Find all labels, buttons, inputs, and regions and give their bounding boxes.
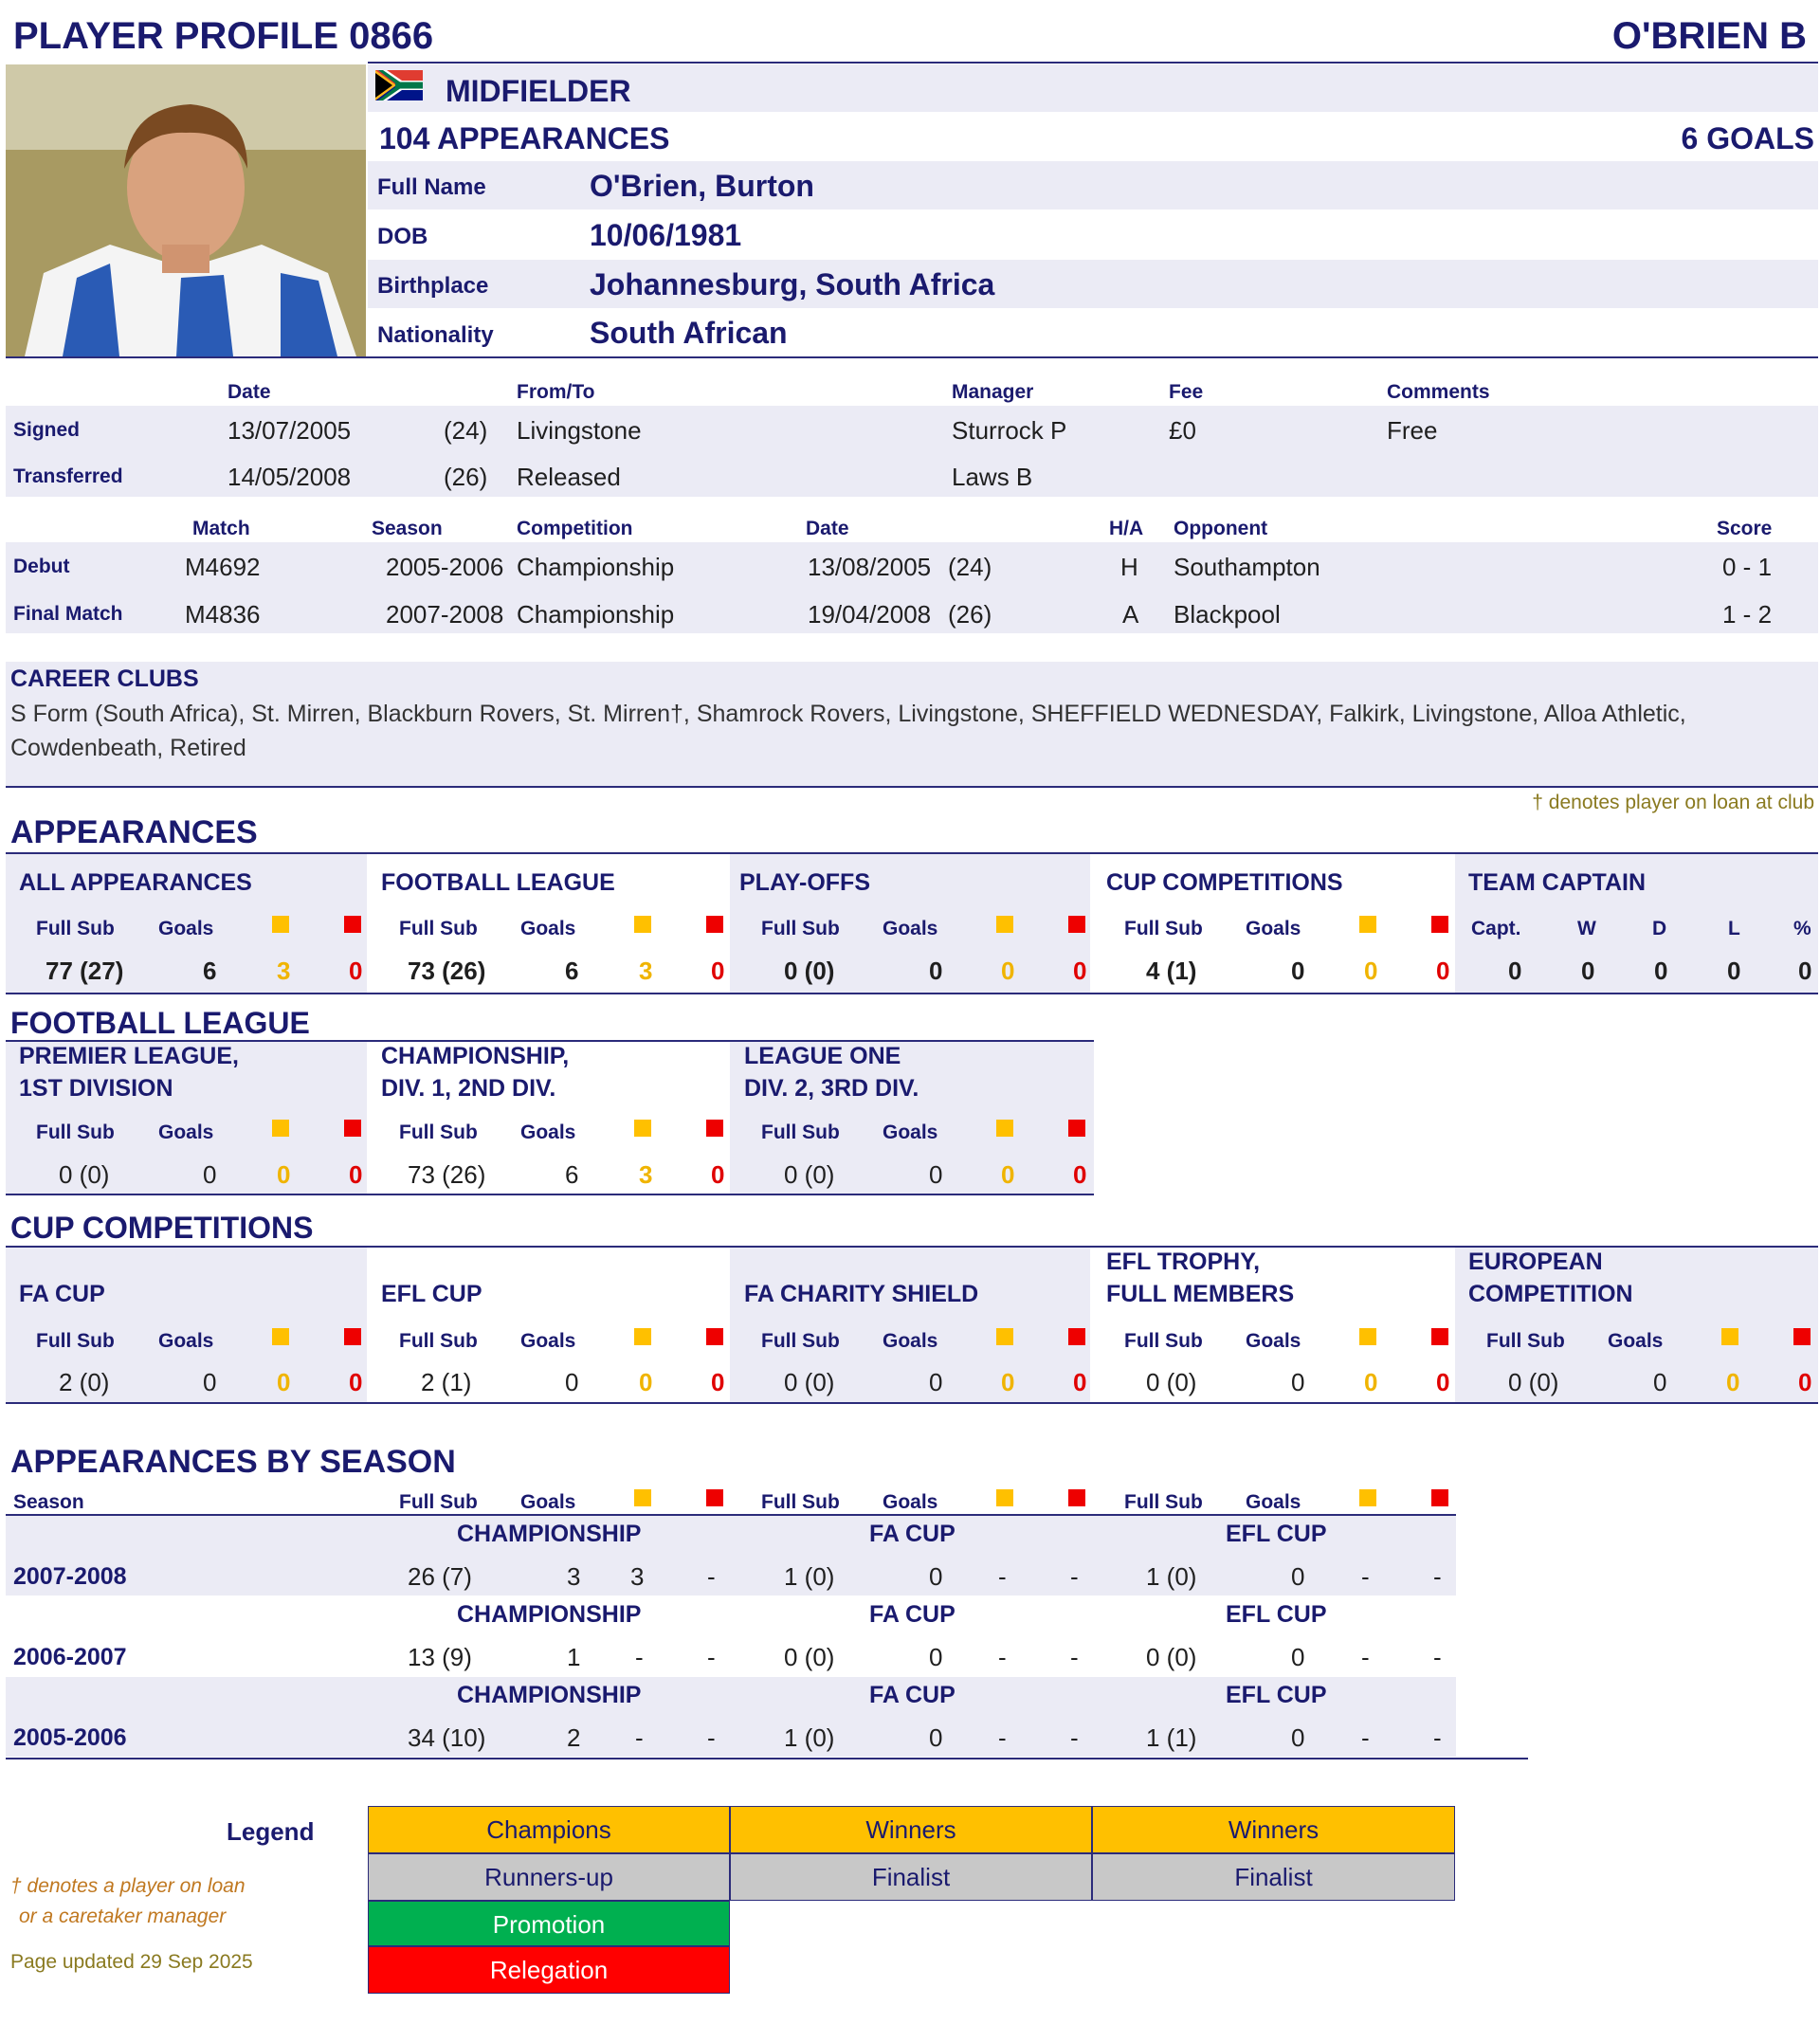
col-w: W [1577, 918, 1596, 939]
transfer-row-label: Signed [13, 419, 81, 441]
col-full-sub: Full Sub [399, 1491, 478, 1513]
season-league-apps: 13 (9) [408, 1643, 472, 1671]
season-cup2-name: EFL CUP [1226, 1682, 1327, 1708]
red-card-icon [1068, 916, 1085, 933]
match-row-label: Debut [13, 556, 70, 577]
profile-divider [6, 356, 1818, 358]
stat-red: 0 [1436, 1368, 1450, 1396]
career-clubs-title: CAREER CLUBS [10, 665, 199, 692]
match-row-age: (24) [948, 553, 992, 581]
col-full-sub: Full Sub [761, 1121, 840, 1143]
stat-yellow: 0 [1001, 957, 1015, 985]
stat-block-title: CHAMPIONSHIP, [381, 1043, 570, 1069]
match-row-season: 2005-2006 [386, 553, 504, 581]
season-cup2-apps: 1 (0) [1146, 1562, 1197, 1591]
transfer-header-comments: Comments [1387, 381, 1490, 403]
stat-yellow: 0 [1364, 957, 1378, 985]
red-card-icon [1068, 1328, 1085, 1345]
col-full-sub: Full Sub [761, 1491, 840, 1513]
col-goals: Goals [520, 1330, 576, 1352]
col-full-sub: Full Sub [1124, 1491, 1203, 1513]
career-divider [6, 786, 1818, 788]
legend-winners: Winners [1092, 1806, 1455, 1853]
yellow-card-icon [996, 1489, 1013, 1506]
transfer-row-fromto: Released [517, 463, 621, 491]
page-title: PLAYER PROFILE 0866 [13, 15, 434, 57]
red-card-icon [706, 1328, 723, 1345]
stat-apps: 2 (1) [421, 1368, 472, 1396]
captain-capt: 0 [1508, 957, 1522, 985]
profile-label-birthplace: Birthplace [377, 273, 489, 299]
stat-apps: 0 (0) [1508, 1368, 1559, 1396]
yellow-card-icon [272, 1120, 289, 1137]
legend-finalist: Finalist [1092, 1853, 1455, 1901]
stat-red: 0 [349, 1160, 363, 1189]
season-cup1-yellow: - [998, 1562, 1007, 1591]
legend-winners: Winners [730, 1806, 1092, 1853]
red-card-icon [344, 1120, 361, 1137]
season-league-red: - [707, 1643, 716, 1671]
col-full-sub: Full Sub [1124, 1330, 1203, 1352]
season-league-red: - [707, 1723, 716, 1752]
stat-goals: 6 [565, 1160, 579, 1189]
col-season: Season [13, 1491, 84, 1513]
col-capt: Capt. [1471, 918, 1521, 939]
col-full-sub: Full Sub [1486, 1330, 1565, 1352]
by-season-title: APPEARANCES BY SEASON [10, 1444, 456, 1480]
yellow-card-icon [996, 1328, 1013, 1345]
profile-label-fullname: Full Name [377, 174, 486, 200]
season-cup1-goals: 0 [929, 1562, 943, 1591]
season-league-yellow: - [635, 1643, 644, 1671]
season-league-apps: 26 (7) [408, 1562, 472, 1591]
match-row-opponent: Blackpool [1174, 600, 1281, 629]
transfer-row-age: (24) [444, 416, 488, 445]
stat-apps: 2 (0) [59, 1368, 110, 1396]
captain-l: 0 [1727, 957, 1741, 985]
stat-block-title: LEAGUE ONE [744, 1043, 901, 1069]
transfer-row-date: 13/07/2005 [228, 416, 352, 445]
legend-promotion: Promotion [368, 1901, 730, 1946]
stat-block-subtitle: FA CHARITY SHIELD [744, 1281, 979, 1307]
match-row-opponent: Southampton [1174, 553, 1320, 581]
stat-goals: 0 [1291, 1368, 1305, 1396]
season-cup2-apps: 0 (0) [1146, 1643, 1197, 1671]
match-header-season: Season [372, 518, 443, 539]
profile-row-band [368, 161, 1818, 210]
season-label: 2006-2007 [13, 1644, 127, 1670]
career-clubs-line2: Cowdenbeath, Retired [10, 735, 246, 761]
stat-block-subtitle: DIV. 2, 3RD DIV. [744, 1075, 919, 1102]
match-row-id: M4692 [185, 553, 261, 581]
stat-goals: 0 [203, 1368, 217, 1396]
match-row-date: 19/04/2008 [808, 600, 932, 629]
stat-red: 0 [711, 1368, 725, 1396]
stat-yellow: 0 [1001, 1160, 1015, 1189]
transfer-header-fromto: From/To [517, 381, 595, 403]
match-header-match: Match [192, 518, 250, 539]
match-header-competition: Competition [517, 518, 633, 539]
captain-pct: 0 [1798, 957, 1812, 985]
transfer-header-date: Date [228, 381, 271, 403]
legend-title: Legend [227, 1817, 315, 1846]
stat-apps: 0 (0) [1146, 1368, 1197, 1396]
season-label: 2007-2008 [13, 1563, 127, 1590]
stat-red: 0 [711, 957, 725, 985]
col-goals: Goals [158, 1330, 214, 1352]
col-goals: Goals [1608, 1330, 1664, 1352]
col-goals: Goals [883, 1330, 938, 1352]
stat-block-subtitle: 1ST DIVISION [19, 1075, 173, 1102]
yellow-card-icon [1359, 916, 1376, 933]
stat-goals: 0 [1291, 957, 1305, 985]
stat-apps: 0 (0) [59, 1160, 110, 1189]
stat-block-subtitle: EFL CUP [381, 1281, 482, 1307]
transfer-row-manager: Sturrock P [952, 416, 1067, 445]
col-full-sub: Full Sub [399, 918, 478, 939]
season-league-name: CHAMPIONSHIP [457, 1682, 642, 1708]
profile-label-nationality: Nationality [377, 322, 494, 348]
stat-red: 0 [1073, 1160, 1087, 1189]
match-row-label: Final Match [13, 603, 123, 625]
col-full-sub: Full Sub [399, 1121, 478, 1143]
season-cup1-red: - [1070, 1643, 1079, 1671]
profile-row-band [368, 260, 1818, 308]
season-cup1-goals: 0 [929, 1643, 943, 1671]
stat-goals: 0 [565, 1368, 579, 1396]
stat-apps: 73 (26) [408, 1160, 486, 1189]
stat-yellow: 0 [639, 1368, 653, 1396]
season-cup2-name: EFL CUP [1226, 1601, 1327, 1628]
profile-value-nationality: South African [590, 316, 788, 350]
yellow-card-icon [634, 1489, 651, 1506]
stat-block-title: EFL TROPHY, [1106, 1249, 1261, 1275]
stat-block-subtitle: DIV. 1, 2ND DIV. [381, 1075, 556, 1102]
match-row-age: (26) [948, 600, 992, 629]
profile-label-dob: DOB [377, 224, 428, 249]
transfer-header-fee: Fee [1169, 381, 1204, 403]
yellow-card-icon [1359, 1328, 1376, 1345]
south-africa-flag-icon [375, 70, 423, 100]
stat-goals: 0 [929, 1160, 943, 1189]
yellow-card-icon [272, 916, 289, 933]
legend-loan-note: † denotes a player on loan [10, 1875, 246, 1897]
season-league-apps: 34 (10) [408, 1723, 486, 1752]
col-goals: Goals [1246, 1491, 1301, 1513]
season-cup2-red: - [1433, 1643, 1442, 1671]
col-full-sub: Full Sub [36, 1121, 115, 1143]
stat-block-title: PLAY-OFFS [739, 869, 870, 896]
stat-yellow: 0 [1001, 1368, 1015, 1396]
transfer-row-label: Transferred [13, 465, 123, 487]
stat-red: 0 [1798, 1368, 1812, 1396]
match-header-ha: H/A [1109, 518, 1144, 539]
match-row-id: M4836 [185, 600, 261, 629]
stat-yellow: 0 [1726, 1368, 1740, 1396]
col-goals: Goals [883, 1121, 938, 1143]
stat-apps: 77 (27) [46, 957, 124, 985]
legend-finalist: Finalist [730, 1853, 1092, 1901]
season-cup2-yellow: - [1361, 1562, 1370, 1591]
player-position: MIDFIELDER [446, 74, 631, 108]
stat-apps: 0 (0) [784, 957, 835, 985]
yellow-card-icon [996, 916, 1013, 933]
col-d: D [1652, 918, 1667, 939]
by-season-bottom-divider [6, 1758, 1528, 1759]
season-league-goals: 3 [567, 1562, 581, 1591]
season-league-name: CHAMPIONSHIP [457, 1601, 642, 1628]
col-goals: Goals [883, 1491, 938, 1513]
season-cup2-goals: 0 [1291, 1723, 1305, 1752]
stat-block-subtitle: FA CUP [19, 1281, 105, 1307]
team-captain-title: TEAM CAPTAIN [1468, 869, 1647, 896]
col-full-sub: Full Sub [1124, 918, 1203, 939]
col-goals: Goals [158, 1121, 214, 1143]
profile-value-fullname: O'Brien, Burton [590, 169, 814, 203]
stat-red: 0 [349, 1368, 363, 1396]
col-full-sub: Full Sub [761, 1330, 840, 1352]
stat-block-title: CUP COMPETITIONS [1106, 869, 1343, 896]
season-cup1-goals: 0 [929, 1723, 943, 1752]
season-cup1-yellow: - [998, 1723, 1007, 1752]
page-updated: Page updated 29 Sep 2025 [10, 1951, 253, 1973]
season-cup1-red: - [1070, 1723, 1079, 1752]
stat-block-title: ALL APPEARANCES [19, 869, 252, 896]
yellow-card-icon [634, 1120, 651, 1137]
stat-goals: 0 [929, 957, 943, 985]
red-card-icon [344, 916, 361, 933]
captain-w: 0 [1581, 957, 1595, 985]
match-row-ha: A [1122, 600, 1139, 629]
season-cup2-goals: 0 [1291, 1562, 1305, 1591]
transfer-row-date: 14/05/2008 [228, 463, 352, 491]
match-header-date: Date [806, 518, 849, 539]
appearances-bottom-divider [6, 993, 1818, 994]
season-league-goals: 2 [567, 1723, 581, 1752]
season-cup1-name: FA CUP [869, 1601, 956, 1628]
red-card-icon [706, 1489, 723, 1506]
stat-yellow: 3 [277, 957, 291, 985]
legend-champions: Champions [368, 1806, 730, 1853]
col-goals: Goals [1246, 1330, 1301, 1352]
season-cup1-name: FA CUP [869, 1521, 956, 1547]
col-goals: Goals [520, 1491, 576, 1513]
season-cup1-apps: 1 (0) [784, 1562, 835, 1591]
match-row-competition: Championship [517, 553, 675, 581]
season-cup2-yellow: - [1361, 1643, 1370, 1671]
col-full-sub: Full Sub [36, 1330, 115, 1352]
col-goals: Goals [520, 1121, 576, 1143]
stat-goals: 6 [565, 957, 579, 985]
loan-note: † denotes player on loan at club [1532, 792, 1814, 813]
stat-goals: 6 [203, 957, 217, 985]
season-league-yellow: 3 [630, 1562, 645, 1591]
transfer-row-manager: Laws B [952, 463, 1033, 491]
match-row-score: 0 - 1 [1722, 553, 1773, 581]
season-league-yellow: - [635, 1723, 644, 1752]
stat-block-title: EUROPEAN [1468, 1249, 1603, 1275]
red-card-icon [1068, 1120, 1085, 1137]
col-full-sub: Full Sub [761, 918, 840, 939]
red-card-icon [706, 1120, 723, 1137]
season-cup2-red: - [1433, 1562, 1442, 1591]
stat-red: 0 [349, 957, 363, 985]
red-card-icon [1793, 1328, 1811, 1345]
stat-block-title: PREMIER LEAGUE, [19, 1043, 239, 1069]
stat-yellow: 0 [277, 1160, 291, 1189]
season-cup1-apps: 1 (0) [784, 1723, 835, 1752]
stat-apps: 73 (26) [408, 957, 486, 985]
col-l: L [1728, 918, 1740, 939]
stat-block-title: FOOTBALL LEAGUE [381, 869, 615, 896]
red-card-icon [1431, 1489, 1448, 1506]
col-full-sub: Full Sub [399, 1330, 478, 1352]
stat-red: 0 [1073, 1368, 1087, 1396]
col-goals: Goals [520, 918, 576, 939]
stat-apps: 4 (1) [1146, 957, 1197, 985]
transfer-row-age: (26) [444, 463, 488, 491]
col-pct: % [1793, 918, 1811, 939]
col-goals: Goals [158, 918, 214, 939]
football-league-bottom-divider [6, 1194, 1094, 1195]
season-cup1-red: - [1070, 1562, 1079, 1591]
cup-competitions-bottom-divider [6, 1402, 1818, 1404]
season-label: 2005-2006 [13, 1724, 127, 1751]
match-header-score: Score [1717, 518, 1773, 539]
season-cup2-apps: 1 (1) [1146, 1723, 1197, 1752]
stat-yellow: 0 [1364, 1368, 1378, 1396]
red-card-icon [344, 1328, 361, 1345]
profile-value-dob: 10/06/1981 [590, 218, 742, 252]
stat-yellow: 3 [639, 957, 653, 985]
season-cup1-name: FA CUP [869, 1682, 956, 1708]
yellow-card-icon [272, 1328, 289, 1345]
player-photo [6, 64, 366, 356]
stat-block-subtitle: COMPETITION [1468, 1281, 1633, 1307]
match-row-score: 1 - 2 [1722, 600, 1773, 629]
col-full-sub: Full Sub [36, 918, 115, 939]
stat-apps: 0 (0) [784, 1368, 835, 1396]
match-row-ha: H [1120, 553, 1138, 581]
total-goals: 6 GOALS [1681, 121, 1814, 155]
stat-red: 0 [711, 1160, 725, 1189]
match-row-season: 2007-2008 [386, 600, 504, 629]
season-cup2-red: - [1433, 1723, 1442, 1752]
yellow-card-icon [996, 1120, 1013, 1137]
match-header-opponent: Opponent [1174, 518, 1268, 539]
transfer-row-fee: £0 [1169, 416, 1196, 445]
season-cup2-goals: 0 [1291, 1643, 1305, 1671]
appearances-title: APPEARANCES [10, 814, 258, 850]
total-appearances: 104 APPEARANCES [379, 121, 670, 155]
stat-goals: 0 [929, 1368, 943, 1396]
season-cup2-name: EFL CUP [1226, 1521, 1327, 1547]
cup-competitions-title: CUP COMPETITIONS [10, 1211, 314, 1245]
red-card-icon [1431, 916, 1448, 933]
transfer-header-manager: Manager [952, 381, 1034, 403]
red-card-icon [1431, 1328, 1448, 1345]
captain-d: 0 [1654, 957, 1668, 985]
season-league-name: CHAMPIONSHIP [457, 1521, 642, 1547]
match-row-competition: Championship [517, 600, 675, 629]
football-league-title: FOOTBALL LEAGUE [10, 1006, 310, 1040]
transfer-row-comments: Free [1387, 416, 1438, 445]
season-league-red: - [707, 1562, 716, 1591]
stat-apps: 0 (0) [784, 1160, 835, 1189]
season-cup1-yellow: - [998, 1643, 1007, 1671]
legend-runners-up: Runners-up [368, 1853, 730, 1901]
season-cup2-yellow: - [1361, 1723, 1370, 1752]
yellow-card-icon [1359, 1489, 1376, 1506]
match-row-date: 13/08/2005 [808, 553, 932, 581]
col-goals: Goals [883, 918, 938, 939]
stat-goals: 0 [203, 1160, 217, 1189]
stat-yellow: 3 [639, 1160, 653, 1189]
season-league-goals: 1 [567, 1643, 581, 1671]
legend-relegation: Relegation [368, 1946, 730, 1994]
header-divider [368, 62, 1818, 64]
season-cup1-apps: 0 (0) [784, 1643, 835, 1671]
stat-red: 0 [1436, 957, 1450, 985]
yellow-card-icon [1721, 1328, 1738, 1345]
stat-block-subtitle: FULL MEMBERS [1106, 1281, 1295, 1307]
yellow-card-icon [634, 916, 651, 933]
transfer-row-fromto: Livingstone [517, 416, 642, 445]
career-clubs-line1: S Form (South Africa), St. Mirren, Blackburn Rovers, St. Mirren†, Shamrock Rovers, Livingstone, SHEFFIELD WEDNESDAY, Falkirk, Livingstone, Alloa Athletic, [10, 701, 1686, 727]
col-goals: Goals [1246, 918, 1301, 939]
legend-loan-note-2: or a caretaker manager [19, 1905, 227, 1927]
red-card-icon [706, 916, 723, 933]
player-name-heading: O'BRIEN B [1611, 15, 1807, 57]
stat-red: 0 [1073, 957, 1087, 985]
profile-value-birthplace: Johannesburg, South Africa [590, 267, 995, 301]
stat-yellow: 0 [277, 1368, 291, 1396]
stat-goals: 0 [1653, 1368, 1667, 1396]
red-card-icon [1068, 1489, 1085, 1506]
yellow-card-icon [634, 1328, 651, 1345]
